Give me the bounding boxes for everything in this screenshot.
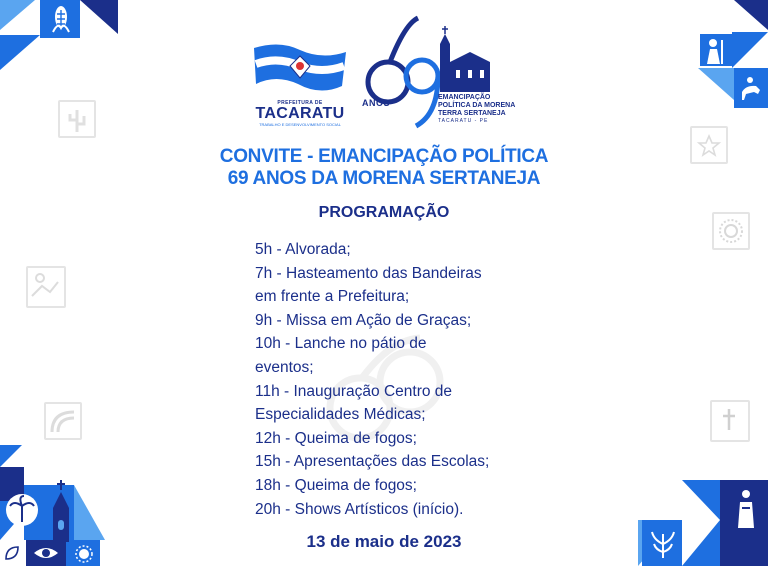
pilgrim-figure-icon	[700, 34, 732, 66]
schedule-item: 18h - Queima de fogos;	[255, 476, 417, 494]
prefeitura-name: TACARATU	[255, 105, 345, 122]
map-icon	[26, 266, 66, 308]
flag-icon	[250, 42, 350, 102]
emancipacao-line4: TACARATU - PE	[438, 118, 489, 124]
event-date: 13 de maio de 2023	[306, 532, 462, 551]
horse-rider-icon	[736, 72, 766, 104]
schedule-item: 12h - Queima de fogos;	[255, 429, 417, 447]
cactus-icon	[58, 100, 96, 138]
schedule-item: 7h - Hasteamento das Bandeiras em frente a Prefeitura;	[255, 264, 482, 306]
section-title: PROGRAMAÇÃO	[318, 204, 450, 221]
anos-label: ANOS	[362, 98, 391, 108]
corn-icon	[50, 4, 72, 34]
schedule-item: 5h - Alvorada;	[255, 241, 351, 258]
schedule-item: 9h - Missa em Ação de Graças;	[255, 311, 472, 329]
palm-icon	[4, 492, 40, 528]
headline-line1: CONVITE - EMANCIPAÇÃO POLÍTICA	[219, 146, 549, 167]
prefeitura-logo	[250, 42, 350, 127]
prefeitura-subtitle: PREFEITURA DE	[277, 100, 323, 106]
church-tower-icon	[440, 26, 490, 92]
emancipacao-line1: EMANCIPAÇÃO	[438, 94, 491, 101]
headline-line2: 69 ANOS DA MORENA SERTANEJA	[227, 168, 541, 189]
emancipacao-line2: POLÍTICA DA MORENA	[438, 102, 516, 109]
anniversary-logo	[360, 14, 530, 134]
schedule-item: 15h - Apresentações das Escolas;	[255, 453, 490, 471]
schedule-list	[255, 238, 555, 521]
cross-icon	[710, 400, 750, 442]
schedule-item: 20h - Shows Artísticos (início).	[255, 500, 464, 518]
schedule-item: 11h - Inauguração Centro de Especialidades Médicas;	[255, 382, 453, 424]
rainbow-icon	[44, 402, 82, 440]
prefeitura-tagline: TRABALHO E DESENVOLVIMENTO SOCIAL	[259, 122, 341, 127]
schedule-item: 10h - Lanche no pátio de eventos;	[255, 335, 427, 376]
emancipacao-line3: TERRA SERTANEJA	[438, 110, 506, 117]
praying-figure-icon	[728, 486, 764, 530]
